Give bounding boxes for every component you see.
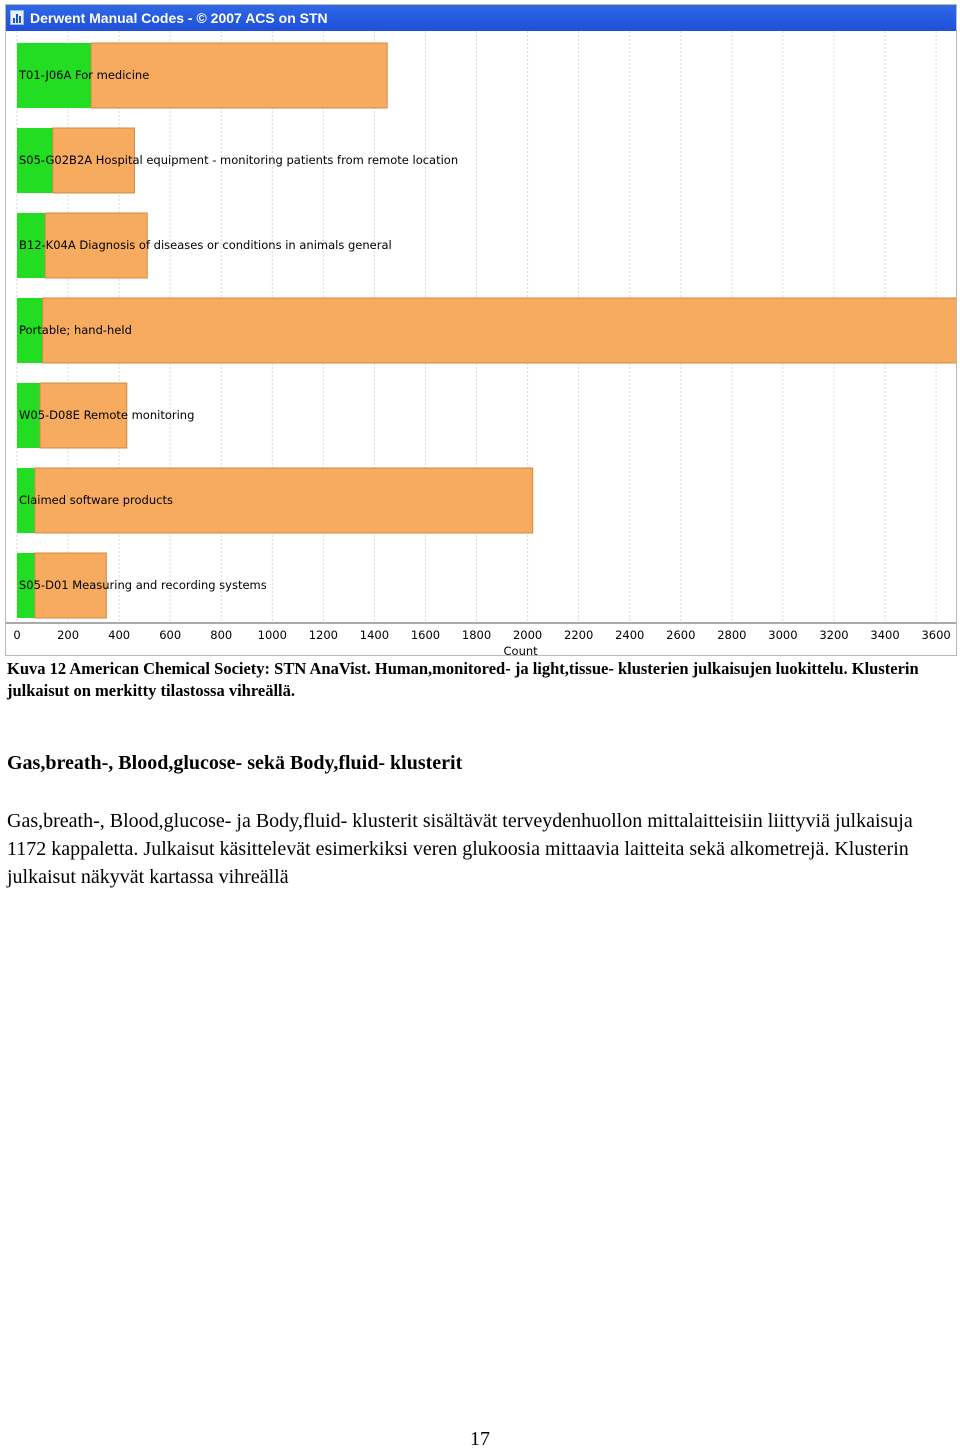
x-tick-label: 3400 bbox=[870, 628, 900, 642]
bar-label: W05-D08E Remote monitoring bbox=[19, 408, 195, 422]
x-tick-label: 2400 bbox=[615, 628, 645, 642]
bar-label: T01-J06A For medicine bbox=[19, 68, 150, 82]
body-paragraph: Gas,breath-, Blood,glucose- ja Body,fluid- klusterit sisältävät terveydenhuollon mittalaitteisiin liittyviä julkaisuja 1172 kappaletta. Julkaisut käsittelevät esimerkiksi veren glukoosia mittaavia laitteita sekä alkometrejä. Klusterin julkaisut näkyvät kartassa vihreällä bbox=[7, 810, 913, 888]
x-tick-label: 0 bbox=[13, 628, 21, 642]
window-title: Derwent Manual Codes - © 2007 ACS on STN bbox=[30, 10, 328, 26]
chart-window bbox=[5, 4, 957, 656]
x-tick-label: 3000 bbox=[768, 628, 798, 642]
x-tick-label: 3200 bbox=[819, 628, 849, 642]
x-axis-label: Count bbox=[503, 644, 538, 655]
bar-chart bbox=[6, 31, 956, 655]
bar-label: Claimed software products bbox=[19, 493, 173, 507]
x-tick-label: 3600 bbox=[921, 628, 951, 642]
figure-caption: Kuva 12 American Chemical Society: STN AnaVist. Human,monitored- ja light,tissue- klusterien julkaisujen luokittelu. Klusterin julkaisut on merkitty tilastossa vihreällä. bbox=[7, 659, 919, 700]
window-titlebar[interactable] bbox=[6, 5, 956, 31]
bar-segment bbox=[43, 298, 956, 363]
bar-label: Portable; hand-held bbox=[19, 323, 132, 337]
x-tick-label: 1000 bbox=[257, 628, 287, 642]
x-tick-label: 2800 bbox=[717, 628, 747, 642]
page-number: 17 bbox=[470, 1428, 490, 1450]
x-tick-label: 2200 bbox=[564, 628, 594, 642]
bar-label: S05-D01 Measuring and recording systems bbox=[19, 578, 267, 592]
bar-label: B12-K04A Diagnosis of diseases or conditions in animals general bbox=[19, 238, 392, 252]
x-tick-label: 2000 bbox=[512, 628, 543, 642]
x-tick-label: 2600 bbox=[666, 628, 696, 642]
x-tick-label: 1800 bbox=[461, 628, 492, 642]
bar-label: S05-G02B2A Hospital equipment - monitoring patients from remote location bbox=[19, 153, 459, 167]
x-tick-label: 1400 bbox=[359, 628, 390, 642]
x-tick-label: 400 bbox=[108, 628, 131, 642]
x-tick-label: 200 bbox=[57, 628, 80, 642]
x-tick-label: 600 bbox=[159, 628, 182, 642]
section-heading: Gas,breath-, Blood,glucose- sekä Body,fluid- klusterit bbox=[7, 752, 463, 774]
x-tick-label: 1600 bbox=[410, 628, 441, 642]
x-tick-label: 1200 bbox=[308, 628, 339, 642]
x-tick-label: 800 bbox=[210, 628, 233, 642]
bar-chart-icon bbox=[10, 10, 24, 25]
